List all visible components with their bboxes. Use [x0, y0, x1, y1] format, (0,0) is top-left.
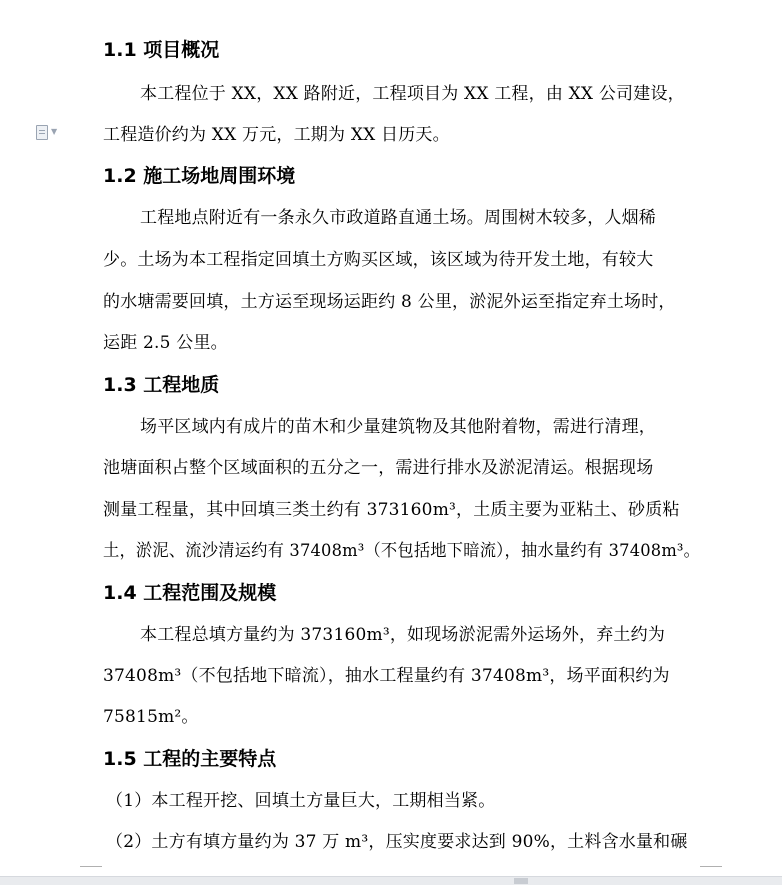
scrollbar-thumb[interactable]	[514, 878, 528, 884]
paragraph-line: 75815m²。	[103, 707, 199, 727]
paragraph-line: 测量工程量，其中回填三类土约有 373160m³，土质主要为亚粘土、砂质粘	[103, 500, 680, 520]
paragraph-line: 的水塘需要回填，土方运至现场运距约 8 公里，淤泥外运至指定弃土场时，	[103, 292, 676, 312]
paragraph-line: 池塘面积占整个区域面积的五分之一，需进行排水及淤泥清运。根据现场	[103, 458, 654, 478]
list-item: （2）土方有填方量约为 37 万 m³，压实度要求达到 90%，土料含水量和碾	[106, 832, 688, 852]
paragraph-line: 37408m³（不包括地下暗流），抽水工程量约有 37408m³，场平面积约为	[103, 666, 670, 686]
section-heading-1-3: 1.3 工程地质	[103, 374, 220, 396]
section-heading-1-1: 1.1 项目概况	[103, 39, 220, 61]
paragraph-line: 工程造价约为 XX 万元，工期为 XX 日历天。	[103, 125, 450, 145]
section-heading-1-2: 1.2 施工场地周围环境	[103, 165, 296, 187]
document-icon	[36, 125, 48, 140]
dropdown-caret-icon: ▼	[51, 127, 58, 136]
paragraph-line: 土，淤泥、流沙清运约有 37408m³（不包括地下暗流），抽水量约有 37408m³。	[103, 541, 701, 561]
section-heading-1-5: 1.5 工程的主要特点	[103, 748, 277, 770]
paragraph-line: 场平区域内有成片的苗木和少量建筑物及其他附着物，需进行清理，	[140, 417, 656, 437]
paragraph-line: 运距 2.5 公里。	[103, 333, 228, 353]
list-item: （1）本工程开挖、回填土方量巨大，工期相当紧。	[106, 791, 496, 811]
paragraph-line: 本工程总填方量约为 373160m³，如现场淤泥需外运场外，弃土约为	[140, 625, 666, 645]
paragraph-menu-icon[interactable]	[36, 124, 62, 140]
page-corner-mark	[80, 866, 102, 867]
section-heading-1-4: 1.4 工程范围及规模	[103, 582, 277, 604]
paragraph-line: 工程地点附近有一条永久市政道路直通土场。周围树木较多，人烟稀	[140, 208, 656, 228]
paragraph-line: 少。土场为本工程指定回填土方购买区域，该区域为待开发土地，有较大	[103, 250, 654, 270]
paragraph-line: 本工程位于 XX，XX 路附近，工程项目为 XX 工程，由 XX 公司建设，	[140, 84, 685, 104]
page-corner-mark	[700, 866, 722, 867]
